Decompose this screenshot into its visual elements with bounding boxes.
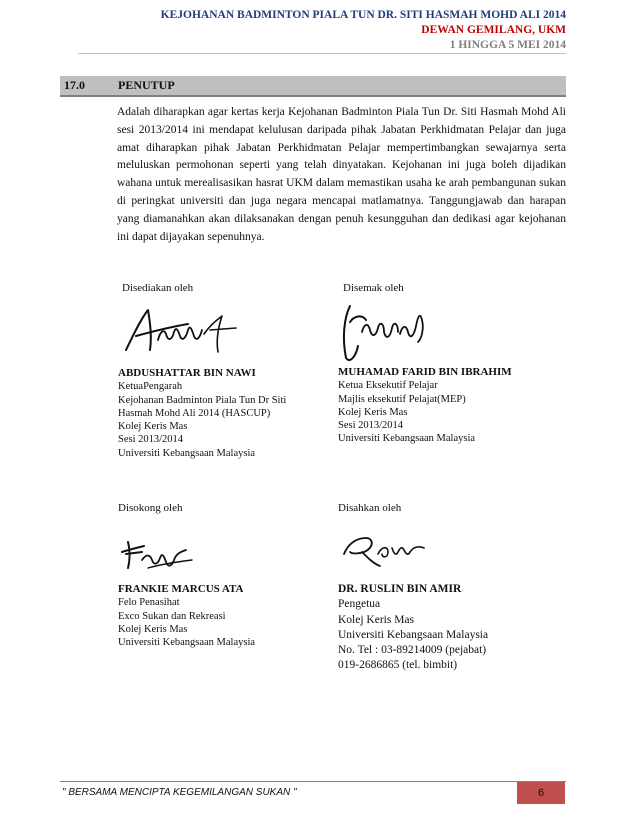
signatory-line: Exco Sukan dan Rekreasi [118, 610, 226, 622]
signatory-line: No. Tel : 03-89214009 (pejabat) [338, 644, 487, 657]
footer-divider [60, 781, 566, 782]
supported-by-block [118, 583, 255, 649]
signatory-line: Ketua Eksekutif Pelajar [338, 380, 438, 392]
section-number: 17.0 [64, 78, 85, 92]
signatory-name: ABDUSHATTAR BIN NAWI [118, 367, 256, 379]
signatory-line: Kejohanan Badminton Piala Tun Dr Siti [118, 394, 287, 406]
signatory-line: Kolej Keris Mas [338, 406, 408, 418]
checked-by-label: Disemak oleh [343, 282, 404, 294]
supported-by-label: Disokong oleh [118, 502, 183, 514]
signature-muhamad-farid-image [336, 298, 436, 368]
section-title: PENUTUP [118, 78, 175, 92]
header-title: KEJOHANAN BADMINTON PIALA TUN DR. SITI HASMAH MOHD ALI 2014 [160, 9, 566, 21]
signature-abdushattar-image [118, 300, 248, 362]
prepared-by-label: Disediakan oleh [122, 282, 194, 294]
signatory-line: Sesi 2013/2014 [118, 434, 184, 446]
signatory-name: DR. RUSLIN BIN AMIR [338, 583, 462, 595]
signatory-line: KetuaPengarah [118, 381, 183, 393]
signatory-line: Universiti Kebangsaan Malaysia [338, 628, 489, 641]
signatory-line: Kolej Keris Mas [338, 613, 415, 626]
signatory-line: Universiti Kebangsaan Malaysia [118, 447, 256, 459]
header-date: 1 HINGGA 5 MEI 2014 [449, 39, 566, 51]
signatory-line: Felo Penasihat [118, 597, 180, 609]
header-divider [78, 53, 566, 54]
signature-ruslin-image [338, 524, 438, 572]
page-number: 6 [517, 782, 565, 804]
signatory-line: Universiti Kebangsaan Malaysia [338, 433, 476, 445]
signatory-line: Kolej Keris Mas [118, 623, 188, 635]
signatory-line: Hasmah Mohd Ali 2014 (HASCUP) [118, 407, 271, 419]
signatory-name: FRANKIE MARCUS ATA [118, 583, 244, 595]
signature-frankie-image [118, 530, 198, 574]
section-heading [60, 76, 566, 97]
header-venue: DEWAN GEMILANG, UKM [421, 24, 566, 36]
prepared-by-block [118, 367, 286, 460]
approved-by-label: Disahkan oleh [338, 502, 402, 514]
signatory-line: Sesi 2013/2014 [338, 420, 404, 432]
signatory-line: Kolej Keris Mas [118, 421, 188, 433]
approved-by-block [338, 582, 488, 674]
signatory-name: MUHAMAD FARID BIN IBRAHIM [338, 366, 512, 378]
signatory-line: 019-2686865 (tel. bimbit) [338, 659, 458, 672]
signatory-line: Pengetua [338, 598, 381, 611]
section-paragraph: Adalah diharapkan agar kertas kerja Kejohanan Badminton Piala Tun Dr. Siti Hasmah Mohd Ali sesi 2013/2014 ini mendapat kelulusan daripada pihak Jabatan Perkhidmatan Pelajar dan juga amat diharapkan pihak Jabatan Perkhidmatan Pelajar mempertimbangkan sewajarnya serta meluluskan permohonan seperti yang telah dinyatakan. Kejohanan ini juga boleh dijadikan wahana untuk merealisasikan hasrat UKM dalam memastikan usaha ke arah pembangunan sukan di peringkat universiti dan juga negara mencapai matlamatnya. Tanggungjawab dan harapan yang diamanahkan akan dilaksanakan dengan penuh kesungguhan dan dedikasi agar kejohanan ini dapat dijayakan sepenuhnya. [117, 106, 566, 243]
signatory-line: Universiti Kebangsaan Malaysia [118, 637, 256, 649]
checked-by-block [338, 366, 512, 446]
footer-slogan: " BERSAMA MENCIPTA KEGEMILANGAN SUKAN " [62, 787, 297, 798]
signatory-line: Majlis eksekutif Pelajat(MEP) [338, 393, 466, 405]
